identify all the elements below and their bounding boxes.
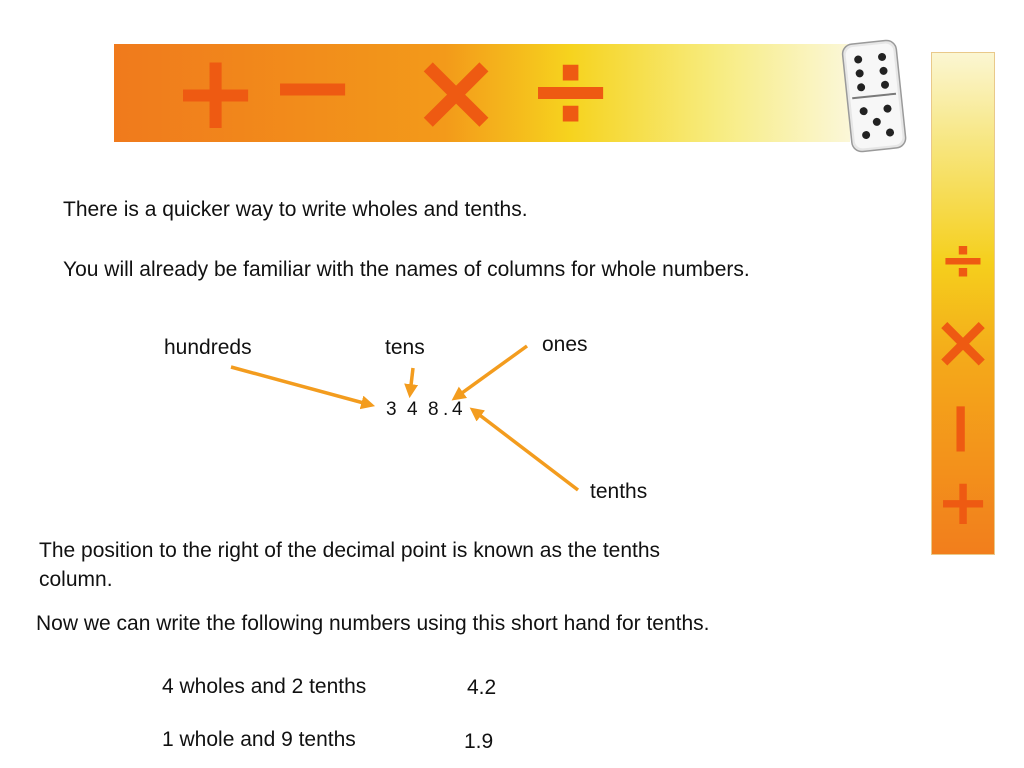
divide-icon: ÷: [939, 228, 987, 293]
example-1-words: 4 wholes and 2 tenths: [162, 675, 367, 698]
digit-hundreds: 3: [386, 399, 397, 420]
label-hundreds: hundreds: [164, 336, 252, 359]
divide-icon: ÷: [527, 29, 615, 151]
explanation-position: The position to the right of the decimal point is known as the tenths column.: [39, 539, 661, 591]
minus-icon: −: [269, 25, 357, 147]
minus-icon: −: [921, 398, 1005, 460]
plus-icon: +: [936, 466, 990, 540]
arrow-tens: [410, 368, 413, 394]
digit-tenths: 4: [452, 399, 463, 420]
label-tenths: tenths: [590, 480, 648, 503]
label-tens: tens: [385, 336, 425, 359]
example-1-number: 4.2: [467, 676, 497, 699]
arrow-hundreds: [231, 367, 371, 405]
digit-tens: 4: [407, 399, 418, 420]
times-icon: ×: [932, 299, 995, 385]
explanation-now: Now we can write the following numbers using this short hand for tenths.: [36, 612, 710, 635]
digit-ones: 8: [428, 399, 439, 420]
plus-icon: +: [172, 31, 260, 153]
intro-line-2: You will already be familiar with the names of columns for whole numbers.: [63, 258, 750, 281]
example-2-words: 1 whole and 9 tenths: [162, 728, 356, 751]
decimal-point: .: [443, 399, 449, 420]
arrow-ones: [455, 346, 527, 398]
label-ones: ones: [542, 333, 588, 356]
intro-line-1: There is a quicker way to write wholes and tenths.: [63, 198, 528, 221]
example-2-number: 1.9: [464, 730, 494, 753]
times-icon: ×: [410, 27, 503, 155]
arrow-tenths: [473, 410, 578, 490]
